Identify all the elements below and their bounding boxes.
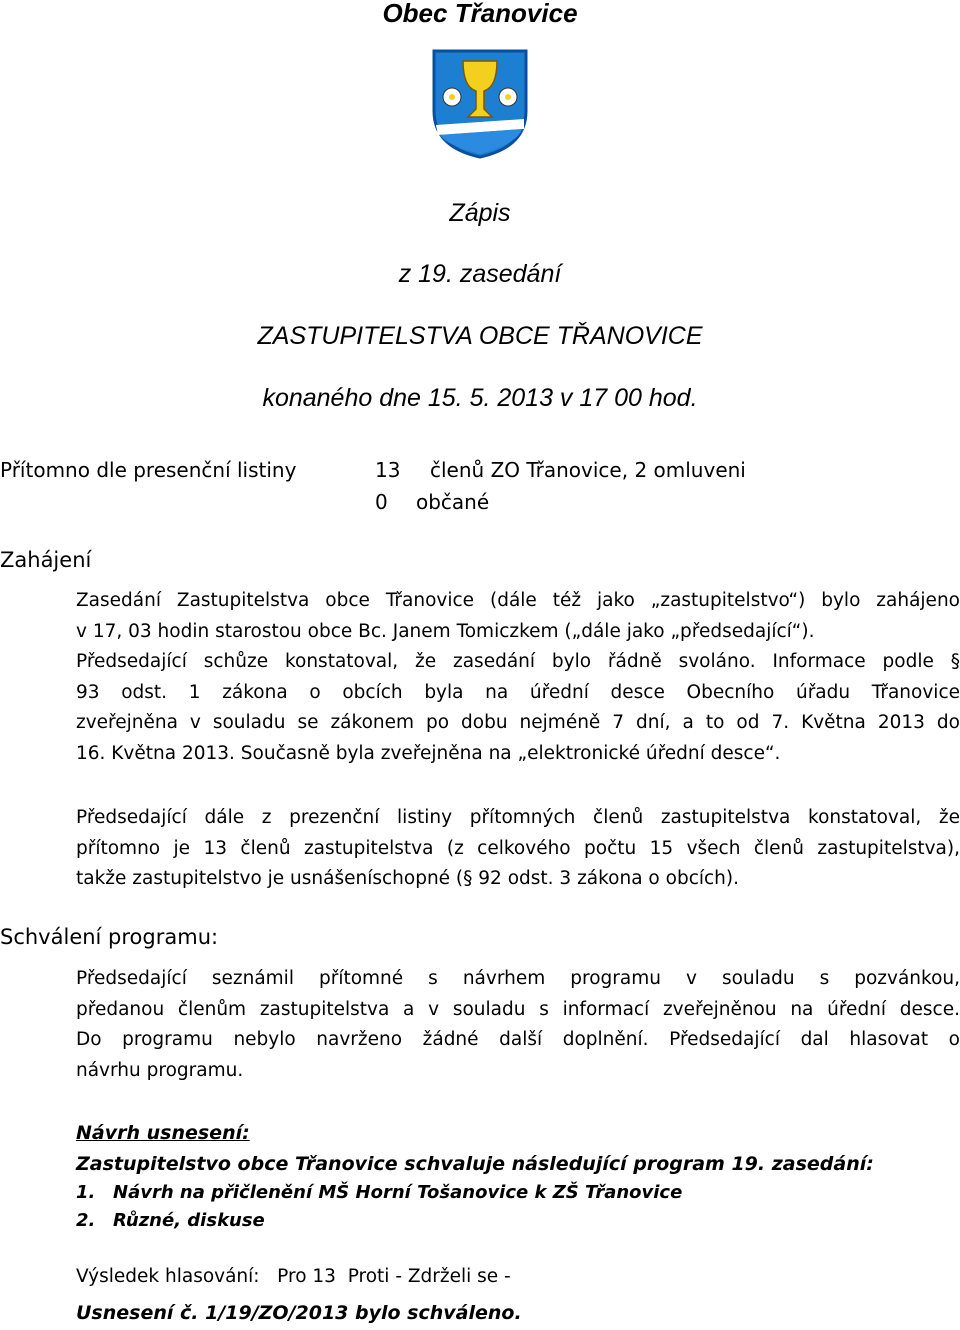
attendance-label: Přítomno dle presenční listiny xyxy=(0,458,297,482)
program-line: návrhu programu. xyxy=(76,1059,244,1081)
resolution-statement: Zastupitelstvo obce Třanovice schvaluje následující program 19. zasedání: xyxy=(76,1153,874,1175)
citizens-text: občané xyxy=(416,490,490,514)
program-heading: Schválení programu: xyxy=(0,925,219,949)
opening-line: zveřejněna v souladu se zákonem po dobu nejméně 7 dní, a to od 7. Května 2013 do xyxy=(76,712,960,733)
opening-line: Předsedající schůze konstatoval, že zasedání bylo řádně svoláno. Informace podle § xyxy=(76,651,960,672)
opening-heading: Zahájení xyxy=(0,548,92,572)
council-name: ZASTUPITELSTVA OBCE TŘANOVICE xyxy=(257,322,703,350)
quorum-line: Předsedající dále z prezenční listiny přítomných členů zastupitelstva konstatoval, že xyxy=(76,807,960,828)
program-line: předanou členům zastupitelstva a v souladu s informací zveřejněnou na úřední desce. xyxy=(76,998,960,1020)
quorum-line: přítomno je 13 členů zastupitelstva (z celkového počtu 15 všech členů zastupitelstva), xyxy=(76,837,960,859)
opening-line: 16. Května 2013. Současně byla zveřejněna na „elektronické úřední desce“. xyxy=(76,742,781,764)
agenda-item-num: 1. xyxy=(76,1182,96,1203)
program-paragraph xyxy=(76,964,960,1086)
quorum-line: takže zastupitelstvo je usnášeníschopné (§ 92 odst. 3 zákona o obcích). xyxy=(76,868,740,889)
citizens-count: 0 xyxy=(375,490,388,514)
opening-line: 93 odst. 1 zákona o obcích byla na úřední desce Obecního úřadu Třanovice xyxy=(76,681,960,703)
opening-line: Zasedání Zastupitelstva obce Třanovice (dále též jako „zastupitelstvo“) bylo zahájeno xyxy=(76,590,960,611)
meeting-date: konaného dne 15. 5. 2013 v 17 00 hod. xyxy=(262,384,698,412)
municipality-name: Obec Třanovice xyxy=(382,0,578,28)
members-count: 13 xyxy=(375,458,401,482)
coat-of-arms-icon xyxy=(430,47,530,159)
meeting-number: z 19. zasedání xyxy=(398,260,562,288)
opening-paragraph xyxy=(76,586,960,769)
vote-result: Výsledek hlasování: Pro 13 Proti - Zdrželi se - xyxy=(76,1266,511,1287)
resolution-result: Usnesení č. 1/19/ZO/2013 bylo schváleno. xyxy=(76,1302,522,1324)
agenda-item-num: 2. xyxy=(76,1210,96,1231)
resolution-heading: Návrh usnesení: xyxy=(76,1122,250,1144)
agenda-item-text: Různé, diskuse xyxy=(113,1210,265,1231)
program-line: Předsedající seznámil přítomné s návrhem programu v souladu s pozvánkou, xyxy=(76,968,960,989)
quorum-paragraph xyxy=(76,803,960,895)
opening-line: v 17, 03 hodin starostou obce Bc. Janem Tomiczkem („dále jako „předsedající“). xyxy=(76,620,815,642)
members-text: členů ZO Třanovice, 2 omluveni xyxy=(430,458,746,482)
doc-title: Zápis xyxy=(449,199,511,227)
program-line: Do programu nebylo navrženo žádné další doplnění. Předsedající dal hlasovat o xyxy=(76,1029,960,1050)
agenda-item-text: Návrh na přičlenění MŠ Horní Tošanovice k ZŠ Třanovice xyxy=(113,1182,683,1203)
